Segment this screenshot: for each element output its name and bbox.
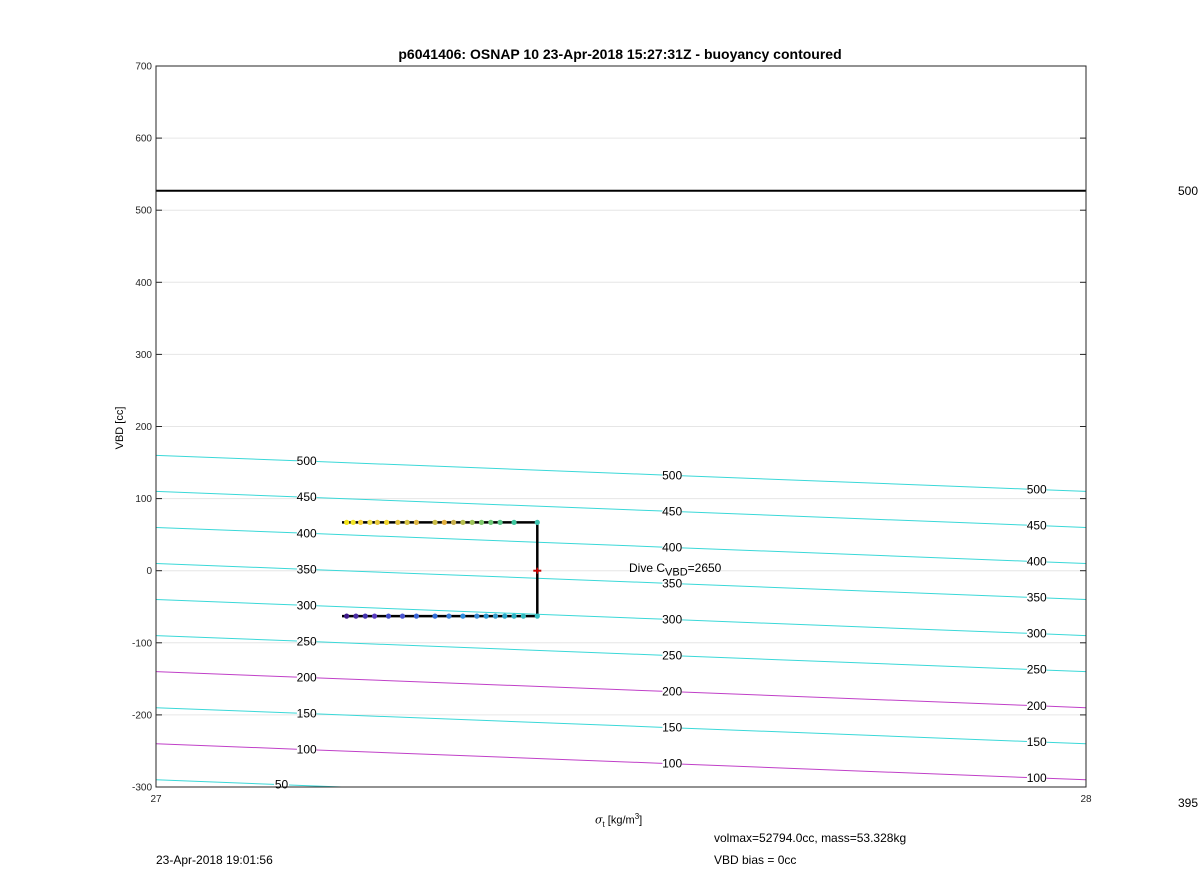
y-tick-label: 600 xyxy=(135,133,152,145)
contour-line-350 xyxy=(1046,598,1086,600)
dive-points xyxy=(344,520,541,619)
contour-line-150 xyxy=(156,708,297,713)
contour-label-250: 250 xyxy=(662,648,683,663)
contour-line-250 xyxy=(156,636,297,641)
y-tick-label: -300 xyxy=(131,782,152,794)
y-tick-label: 100 xyxy=(135,494,152,506)
contour-line-450 xyxy=(156,491,297,496)
contour-lines xyxy=(156,455,1086,816)
y-tick-label: -200 xyxy=(131,710,152,722)
bottom-point xyxy=(493,614,498,619)
contour-line-100 xyxy=(682,764,1027,777)
bottom-point xyxy=(521,614,526,619)
contour-label-200: 200 xyxy=(662,684,683,699)
bottom-point xyxy=(502,614,507,619)
right-bottom-value: 395 xyxy=(1178,796,1199,810)
y-tick-label: 0 xyxy=(146,566,152,578)
contour-label-400: 400 xyxy=(1026,554,1047,569)
y-axis-label: VBD [cc] xyxy=(114,406,126,450)
contour-line-400 xyxy=(682,548,1027,561)
contour-line-150 xyxy=(316,714,662,727)
bottom-point xyxy=(535,614,540,619)
bottom-point xyxy=(432,614,437,619)
contour-line-200 xyxy=(1046,706,1086,708)
contour-label-250: 250 xyxy=(296,634,317,649)
top-point xyxy=(498,520,503,525)
contour-line-100 xyxy=(156,744,297,749)
contour-line-250 xyxy=(1046,670,1086,672)
bottom-point xyxy=(372,614,377,619)
bottom-point xyxy=(511,614,516,619)
contour-labels xyxy=(275,454,1047,791)
contour-line-400 xyxy=(316,534,662,547)
top-point xyxy=(511,520,516,525)
contour-line-150 xyxy=(682,728,1027,741)
bottom-point xyxy=(484,614,489,619)
contour-label-450: 450 xyxy=(296,490,317,505)
top-point xyxy=(384,520,389,525)
contour-label-400: 400 xyxy=(296,526,317,541)
contour-label-50: 50 xyxy=(274,777,289,792)
contour-line-500 xyxy=(316,462,662,475)
bottom-point xyxy=(363,614,368,619)
contour-line-500 xyxy=(1046,490,1086,492)
contour-label-250: 250 xyxy=(1026,662,1047,677)
contour-line-50 xyxy=(156,780,274,785)
contour-line-100 xyxy=(1046,778,1086,780)
contour-label-500: 500 xyxy=(1026,482,1047,497)
contour-label-450: 450 xyxy=(1026,518,1047,533)
contour-line-200 xyxy=(316,678,662,691)
contour-line-300 xyxy=(682,620,1027,633)
x-axis-label-unit-sup: 3 xyxy=(634,812,640,821)
top-point xyxy=(488,520,493,525)
contour-line-450 xyxy=(1046,526,1086,528)
bottom-point xyxy=(386,614,391,619)
top-point xyxy=(414,520,419,525)
contour-line-200 xyxy=(682,692,1027,705)
contour-label-500: 500 xyxy=(662,468,683,483)
contour-label-300: 300 xyxy=(662,612,683,627)
contour-label-300: 300 xyxy=(1026,626,1047,641)
contour-label-100: 100 xyxy=(296,742,317,757)
contour-line-350 xyxy=(316,570,662,583)
contour-label-200: 200 xyxy=(1026,698,1047,713)
contour-label-350: 350 xyxy=(296,562,317,577)
contour-line-350 xyxy=(156,563,297,568)
contour-line-450 xyxy=(316,498,662,511)
bottom-point xyxy=(474,614,479,619)
top-point xyxy=(460,520,465,525)
contour-label-150: 150 xyxy=(296,706,317,721)
bottom-point xyxy=(353,614,358,619)
dive-c-vbd-annotation xyxy=(629,561,721,578)
contour-line-300 xyxy=(156,600,297,605)
contour-line-100 xyxy=(316,750,662,763)
volmax-mass-text: volmax=52794.0cc, mass=53.328kg xyxy=(714,831,907,845)
bottom-point xyxy=(460,614,465,619)
y-tick-label: 200 xyxy=(135,422,152,433)
top-point xyxy=(367,520,372,525)
dive-c-vbd-prefix: Dive C xyxy=(629,561,666,575)
y-tick-label: 500 xyxy=(135,205,152,217)
top-point xyxy=(442,520,447,525)
contour-label-450: 450 xyxy=(662,504,683,519)
grid-lines xyxy=(156,66,1086,787)
x-axis-label-sub: t xyxy=(602,819,605,829)
contour-line-500 xyxy=(682,476,1027,489)
x-axis-label xyxy=(595,812,642,829)
x-axis-label-unit: [kg/m xyxy=(604,814,635,827)
y-tick-label: 300 xyxy=(135,349,152,361)
contour-line-400 xyxy=(1046,562,1086,564)
y-tick-label: -100 xyxy=(131,638,152,650)
top-point xyxy=(470,520,475,525)
contour-line-250 xyxy=(682,656,1027,669)
x-axis-label-symbol: σ xyxy=(595,813,603,827)
contour-label-100: 100 xyxy=(662,756,683,771)
vbd-bias-text: VBD bias = 0cc xyxy=(714,853,797,867)
contour-label-150: 150 xyxy=(1026,734,1047,749)
contour-line-350 xyxy=(682,584,1027,597)
contour-line-300 xyxy=(1046,634,1086,636)
contour-label-500: 500 xyxy=(296,454,317,469)
contour-label-200: 200 xyxy=(296,670,317,685)
dive-path xyxy=(342,522,537,616)
contour-line-150 xyxy=(1046,742,1086,744)
y-tick-label: 400 xyxy=(135,277,152,289)
dive-c-vbd-value: =2650 xyxy=(687,561,722,575)
contour-line-400 xyxy=(156,527,297,532)
contour-line-200 xyxy=(156,672,297,677)
right-top-value: 500 xyxy=(1178,184,1199,198)
dive-path-line xyxy=(342,522,537,616)
contour-line-50 xyxy=(289,785,1086,816)
bottom-point xyxy=(344,614,349,619)
top-point xyxy=(375,520,380,525)
x-axis-label-unit-end: ] xyxy=(639,814,643,827)
contour-line-500 xyxy=(156,455,297,460)
top-point xyxy=(451,520,456,525)
y-tick-label: 700 xyxy=(135,61,152,73)
top-point xyxy=(344,520,349,525)
chart-title: p6041406: OSNAP 10 23-Apr-2018 15:27:31Z - buoyancy contoured xyxy=(398,46,842,62)
bottom-point xyxy=(414,614,419,619)
top-point xyxy=(351,520,356,525)
contour-label-150: 150 xyxy=(662,720,683,735)
axis-ticks xyxy=(132,62,1092,806)
top-point xyxy=(358,520,363,525)
bottom-point xyxy=(446,614,451,619)
dive-c-vbd-subscript: VBD xyxy=(665,566,688,579)
top-point xyxy=(395,520,400,525)
top-point xyxy=(479,520,484,525)
x-tick-label: 27 xyxy=(150,794,162,805)
contour-label-350: 350 xyxy=(1026,590,1047,605)
contour-label-350: 350 xyxy=(662,576,683,591)
top-point xyxy=(432,520,437,525)
contour-line-450 xyxy=(682,512,1027,525)
top-point xyxy=(535,520,540,525)
timestamp-text: 23-Apr-2018 19:01:56 xyxy=(156,853,273,867)
contour-line-250 xyxy=(316,642,662,655)
top-point xyxy=(405,520,410,525)
x-tick-label: 28 xyxy=(1080,794,1092,805)
bottom-point xyxy=(400,614,405,619)
contour-label-400: 400 xyxy=(662,540,683,555)
contour-label-100: 100 xyxy=(1026,770,1047,785)
contour-label-300: 300 xyxy=(296,598,317,613)
